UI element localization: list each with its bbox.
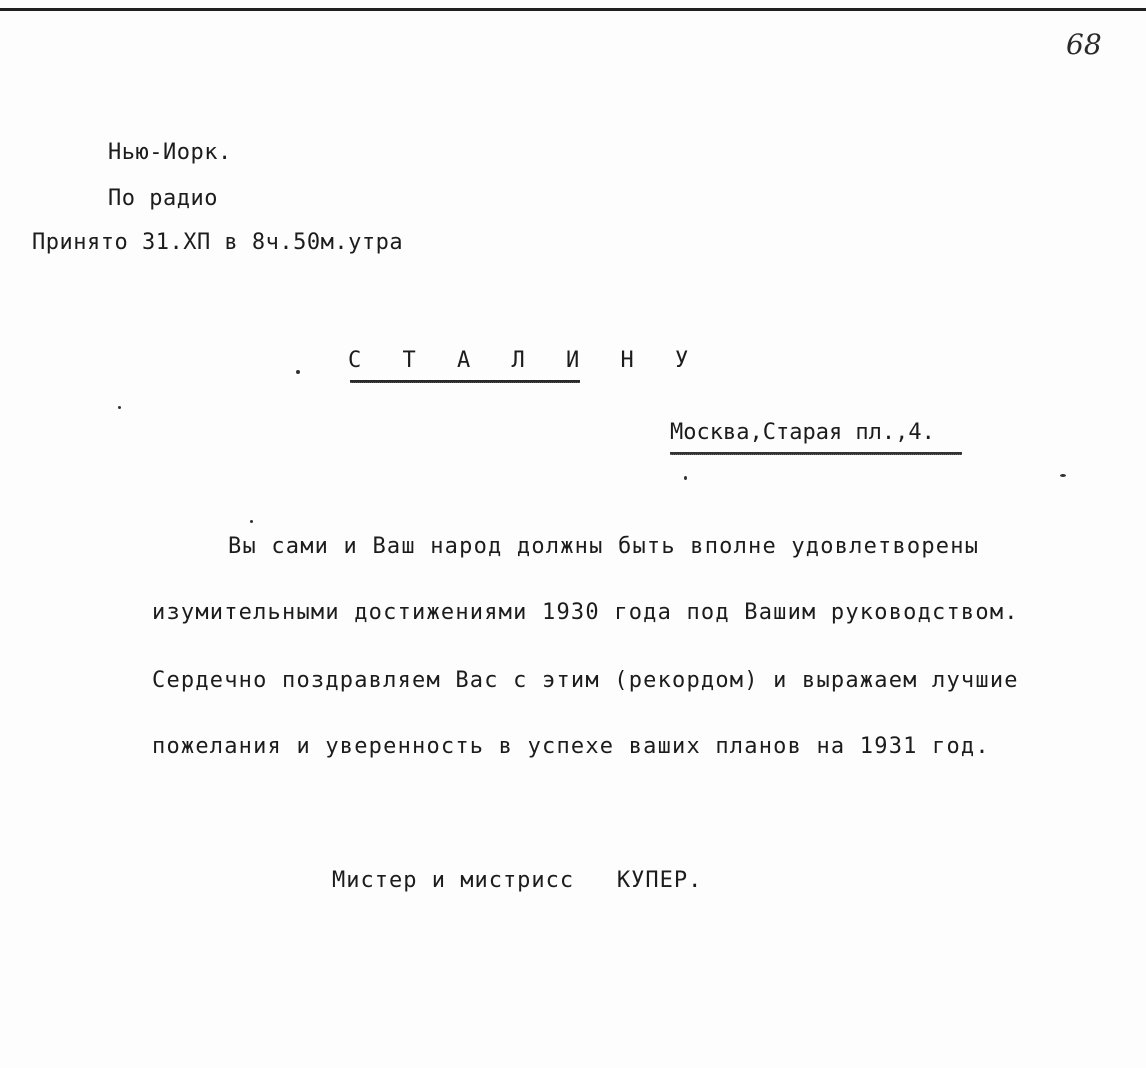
ink-speck xyxy=(296,370,300,374)
address-underline xyxy=(670,452,962,455)
header-city: Нью-Иорк. xyxy=(108,140,232,165)
body-line-3: Сердечно поздравляем Вас с этим (рекордом) и выражаем лучшие xyxy=(152,668,1019,693)
body-line-1: Вы сами и Ваш народ должны быть вполне удовлетворены xyxy=(228,534,980,559)
ink-speck xyxy=(250,520,253,523)
ink-speck xyxy=(1060,474,1066,477)
ink-speck xyxy=(684,476,687,480)
body-line-4: пожелания и уверенность в успехе ваших планов на 1931 год. xyxy=(152,734,990,759)
header-received: Принято 31.ХП в 8ч.50м.утра xyxy=(32,230,404,255)
ink-speck xyxy=(118,406,121,409)
recipient-title: С Т А Л И Н У xyxy=(348,348,703,373)
page-number: 68 xyxy=(1066,28,1102,61)
recipient-underline xyxy=(350,380,580,383)
header-method: По радио xyxy=(108,186,218,211)
top-edge-rule xyxy=(0,8,1146,11)
recipient-address: Москва,Старая пл.,4. xyxy=(670,420,935,445)
body-line-2: изумительными достижениями 1930 года под Вашим руководством. xyxy=(152,600,1019,625)
signature: Мистер и мистрисс КУПЕР. xyxy=(332,868,703,893)
